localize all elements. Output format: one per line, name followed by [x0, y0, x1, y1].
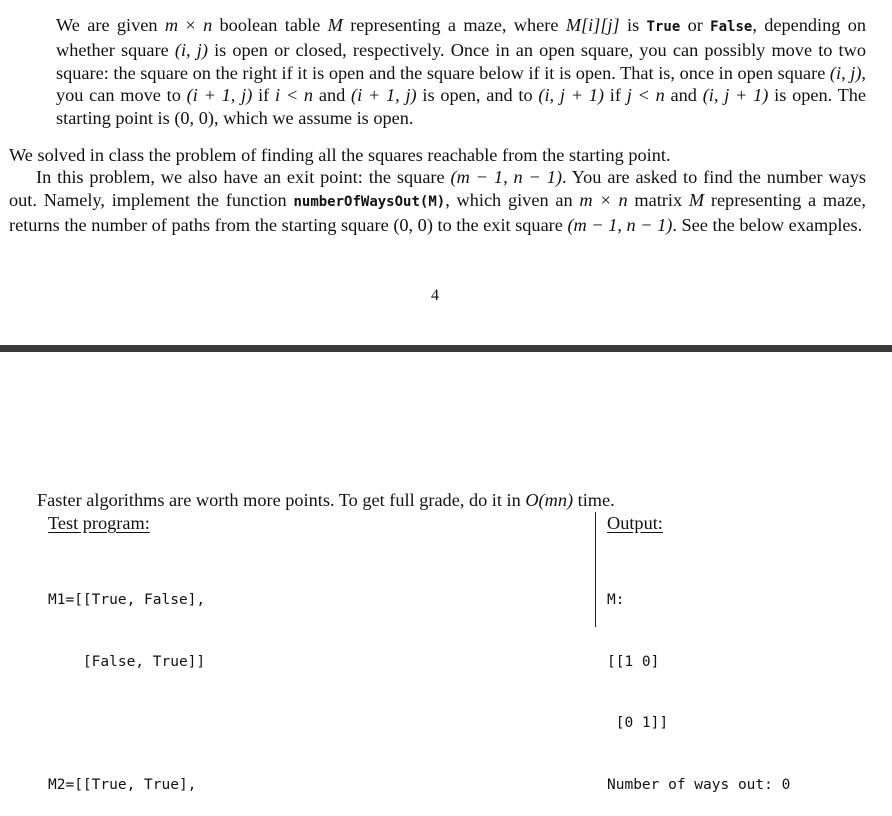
text: , which given an	[445, 189, 580, 210]
column-divider	[595, 512, 596, 627]
output-text	[607, 549, 790, 816]
text: is open or closed, respectively. Once in an open square, you can possibly move to two square: the square on the right if it is open and the square below if it is open. That is, once in open square	[56, 39, 866, 83]
document-page-4	[0, 0, 892, 345]
math: m × n	[579, 189, 628, 210]
text: if	[252, 85, 275, 106]
code-line	[48, 713, 205, 734]
math: (i, j)	[829, 62, 862, 83]
code-keyword: True	[646, 19, 681, 35]
code-line: M2=[[True, True],	[48, 776, 197, 793]
text: representing a maze, returns the number of paths from the starting square	[9, 189, 866, 235]
text: . See the below examples.	[672, 214, 863, 235]
math: (m − 1, n − 1)	[450, 167, 563, 187]
math: (i, j + 1)	[702, 85, 769, 106]
text: , you can move to	[56, 62, 866, 106]
text: matrix	[627, 189, 689, 210]
text: representing a maze, where	[342, 15, 566, 35]
text: boolean table	[212, 15, 328, 35]
function-name: numberOfWaysOut(M)	[293, 193, 446, 210]
math: M	[688, 189, 705, 210]
code-line: M1=[[True, False],	[48, 592, 206, 608]
maze-definition-paragraph	[56, 14, 866, 130]
test-program-heading: Test program:	[48, 513, 150, 533]
output-line: M:	[607, 592, 625, 608]
math: (m − 1, n − 1)	[567, 214, 673, 235]
text: We are given	[56, 15, 165, 35]
math: j < n	[626, 85, 665, 106]
math: M[i][j]	[565, 15, 620, 35]
text: is open. The starting point is	[56, 85, 867, 129]
output-line: Number of ways out: 0	[607, 776, 791, 793]
output-heading: Output:	[607, 513, 663, 533]
output-line: [0 1]]	[607, 715, 669, 731]
math: (0, 0)	[174, 108, 214, 129]
code-line: [False, True]]	[48, 653, 206, 670]
page-separator	[0, 345, 892, 352]
text: is	[619, 15, 647, 35]
math: m	[164, 15, 179, 35]
math: (i, j + 1)	[538, 85, 605, 106]
math: (i + 1, j)	[186, 85, 253, 106]
math: i < n	[275, 85, 314, 106]
text: and	[664, 85, 703, 106]
grading-note	[37, 489, 817, 511]
text: , which we assume is open.	[213, 108, 414, 129]
text: ×	[178, 15, 204, 35]
test-program-code	[48, 549, 205, 816]
text: , depending on whether square	[56, 15, 867, 60]
text: if	[604, 85, 627, 106]
text: . You are asked to find the number ways out. Namely, implement the function	[9, 167, 866, 210]
page-number: 4	[431, 287, 439, 304]
text: Faster algorithms are worth more points. To get full grade, do it in	[37, 490, 526, 510]
text: is open, and to	[416, 85, 539, 106]
text: and	[313, 85, 351, 106]
math: (i + 1, j)	[351, 85, 417, 106]
math: O(mn)	[525, 490, 574, 510]
math: M	[327, 15, 343, 35]
code-keyword: False	[710, 19, 753, 35]
text: In this problem, we also have an exit point: the square	[36, 167, 451, 187]
output-line: [[1 0]	[607, 653, 660, 670]
text: time.	[573, 490, 615, 510]
class-recap-paragraph: We solved in class the problem of finding all the squares reachable from the starting point.	[9, 145, 671, 165]
text: or	[680, 15, 711, 35]
problem-statement-paragraph	[9, 166, 866, 236]
math: n	[203, 15, 213, 35]
math: (i, j)	[174, 39, 208, 60]
text: to the exit square	[432, 214, 568, 235]
math: (0, 0)	[393, 214, 433, 235]
